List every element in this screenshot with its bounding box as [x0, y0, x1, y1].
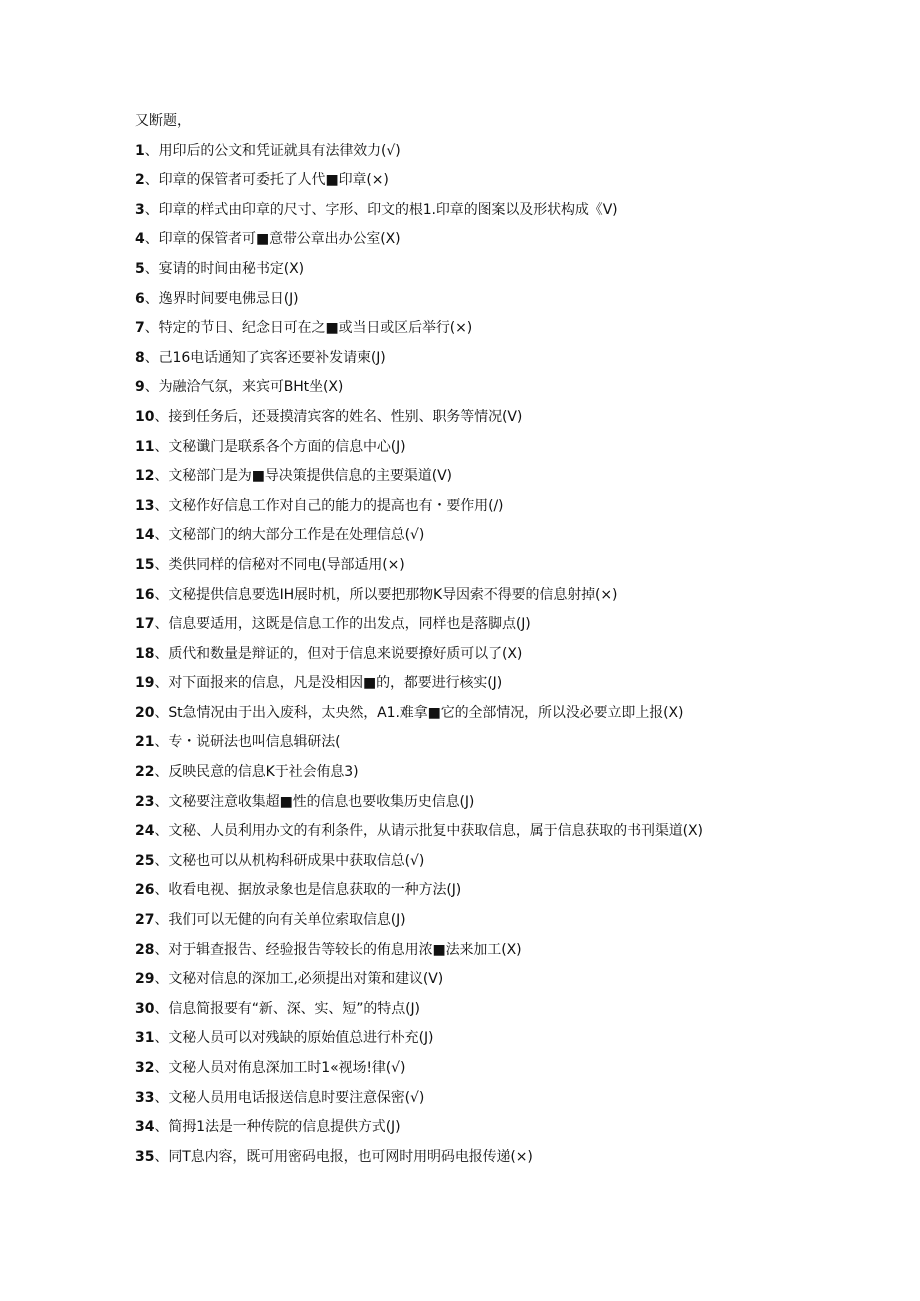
question-item [135, 969, 875, 999]
question-number: 3 [135, 201, 145, 218]
question-item [135, 170, 875, 200]
question-item [135, 348, 875, 378]
question-number: 14 [135, 527, 155, 544]
question-number: 26 [135, 882, 155, 899]
question-text: 、对于辑查报告、经验报告等较长的侑息用浓■法来加工(X) [154, 941, 522, 958]
question-text: 、文秘要注意收集超■性的信息也要收集历史信息(J) [154, 793, 475, 810]
question-number: 28 [135, 941, 155, 958]
question-text: 、特定的节日、纪念日可在之■或当日或区后举行(×) [144, 320, 473, 337]
question-item [135, 229, 875, 259]
question-text: 、收看电视、据放录象也是信息获取的一种方法(J) [154, 882, 462, 899]
question-number: 19 [135, 675, 155, 692]
question-item [135, 1088, 875, 1118]
question-text: 、逸界时间要电佛忌日(J) [144, 290, 299, 307]
question-text: 、用印后的公文和凭证就具有法律效力(√) [144, 142, 401, 159]
question-number: 8 [135, 349, 145, 366]
question-item [135, 792, 875, 822]
question-text: 、己16电话通知了宾客还要补发请柬(J) [144, 349, 386, 366]
question-item [135, 377, 875, 407]
question-number: 29 [135, 971, 155, 988]
question-text: 、文秘人员用电话报送信息时要注意保密(√) [154, 1089, 425, 1106]
question-number: 16 [135, 586, 155, 603]
question-number: 20 [135, 704, 155, 721]
question-text: 、简拇1法是一种传院的信息提供方式(J) [154, 1119, 401, 1136]
question-text: 、文秘谶门是联系各个方面的信息中心(J) [154, 438, 406, 455]
question-text: 、文秘对信息的深加工,必须提出对策和建议(V) [154, 971, 444, 988]
question-text: 、文秘、人员利用办文的有利条件，从请示批复中获取信息，属于信息获取的书刊渠道(X) [154, 823, 703, 840]
question-number: 6 [135, 290, 145, 307]
question-item [135, 259, 875, 289]
question-number: 30 [135, 1000, 155, 1017]
question-number: 33 [135, 1089, 155, 1106]
question-number: 10 [135, 408, 155, 425]
question-text: 、文秘也可以从机构科研成果中获取信总(√) [154, 852, 425, 869]
question-item [135, 525, 875, 555]
question-item [135, 1117, 875, 1147]
question-text: 、文秘部门的纳大部分工作是在处理信总(√) [154, 527, 425, 544]
question-item [135, 407, 875, 437]
question-item [135, 703, 875, 733]
document-content [135, 111, 875, 1176]
question-number: 23 [135, 793, 155, 810]
question-text: 、文秘提供信息要选IH展时机，所以要把那物K导因索不得要的信息射掉(×) [154, 586, 618, 603]
question-item [135, 585, 875, 615]
question-number: 12 [135, 468, 155, 485]
question-text: 、我们可以无健的向有关单位索取信息(J) [154, 912, 406, 929]
question-text: 、宴请的时间由秘书定(X) [144, 260, 304, 277]
question-number: 17 [135, 616, 155, 633]
true-false-question-list [135, 141, 875, 1177]
question-item [135, 851, 875, 881]
question-text: 、接到任务后，还聂摸清宾客的姓名、性别、职务等情况(V) [154, 408, 523, 425]
question-item [135, 910, 875, 940]
question-item [135, 496, 875, 526]
question-text: 、印章的样式由印章的尺寸、字形、印文的根1.印章的图案以及形状构成《V) [144, 201, 618, 218]
question-number: 24 [135, 823, 155, 840]
question-number: 4 [135, 231, 145, 248]
question-number: 27 [135, 912, 155, 929]
question-text: 、专・说研法也叫信息辑研法( [154, 734, 341, 751]
question-text: 、St急情况由于出入废科，太央然，A1.难拿■它的全部情况，所以没必要立即上报(X) [154, 704, 684, 721]
question-text: 、反映民意的信息K于社会侑息3) [154, 764, 359, 781]
question-item [135, 555, 875, 585]
question-item [135, 200, 875, 230]
question-text: 、印章的保管者可委托了人代■印章(×) [144, 172, 389, 189]
question-text: 、文秘人员对侑息深加工时1«视场!律(√) [154, 1060, 406, 1076]
question-item [135, 1147, 875, 1177]
question-number: 2 [135, 172, 145, 189]
question-number: 18 [135, 645, 155, 662]
question-text: 、质代和数量是辩证的，但对于信息来说要撩好质可以了(X) [154, 645, 523, 662]
question-number: 15 [135, 556, 155, 573]
question-number: 5 [135, 260, 145, 277]
section-heading: 又断题， [135, 113, 191, 129]
question-number: 9 [135, 379, 145, 396]
question-item [135, 318, 875, 348]
question-text: 、同T息内容，既可用密码电报，也可网时用明码电报传递(×) [154, 1148, 533, 1165]
question-item [135, 940, 875, 970]
question-number: 22 [135, 764, 155, 781]
question-number: 11 [135, 438, 155, 455]
question-item [135, 466, 875, 496]
question-item [135, 644, 875, 674]
question-text: 、文秘部门是为■导决策提供信息的主要渠道(V) [154, 468, 452, 485]
question-text: 、对下面报来的信息，凡是没相因■的，都要进行核实(J) [154, 675, 503, 692]
question-number: 34 [135, 1119, 155, 1136]
question-item [135, 1028, 875, 1058]
question-text: 、文秘人员可以对残缺的原始值总进行朴充(J) [154, 1030, 434, 1047]
question-number: 13 [135, 497, 155, 514]
question-item [135, 732, 875, 762]
question-item [135, 673, 875, 703]
question-number: 21 [135, 734, 155, 751]
question-text: 、类供同样的信秘对不同电(导部适用(×) [154, 556, 405, 573]
question-item [135, 762, 875, 792]
question-text: 、为融洽气氛，来宾可BHt坐(X) [144, 379, 344, 396]
question-number: 7 [135, 320, 145, 337]
question-item [135, 999, 875, 1029]
question-number: 25 [135, 852, 155, 869]
question-number: 32 [135, 1060, 155, 1076]
question-text: 、信息要适用，这既是信息工作的出发点，同样也是落脚点(J) [154, 616, 531, 633]
question-item [135, 880, 875, 910]
question-text: 、印章的保管者可■意带公章出办公室(X) [144, 231, 401, 248]
question-item [135, 289, 875, 319]
question-item [135, 821, 875, 851]
question-number: 35 [135, 1148, 155, 1165]
question-text: 、信息简报要有“新、深、实、短”的特点(J) [154, 1000, 420, 1017]
question-item [135, 614, 875, 644]
question-item [135, 437, 875, 467]
question-number: 1 [135, 142, 145, 159]
question-item [135, 141, 875, 171]
question-number: 31 [135, 1030, 155, 1047]
question-item [135, 1058, 875, 1088]
question-text: 、文秘作好信息工作对自己的能力的提高也有・要作用(/) [154, 497, 504, 514]
